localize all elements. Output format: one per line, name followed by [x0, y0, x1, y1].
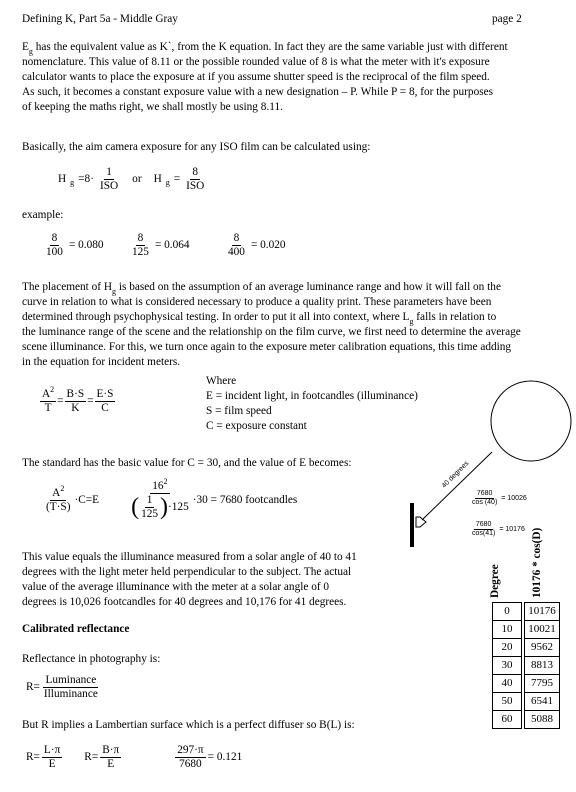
formula-40-den: cos (40) [472, 499, 498, 507]
value-header: 10176 * cos(D) [531, 527, 543, 598]
eq3-num [50, 483, 66, 501]
eq4-frac [42, 674, 100, 701]
example-2-den: 125 [132, 245, 149, 258]
degree-cell: 20 [493, 639, 522, 657]
example-3-result: = 0.020 [250, 239, 286, 252]
eq5-num2: B·π [102, 744, 120, 756]
eq5-lhs2: R= [84, 751, 99, 764]
degree-row [493, 621, 522, 639]
where-line2: S = film speed [206, 404, 272, 417]
eq2-d2: K [71, 401, 80, 414]
para1-line5: of keeping the maths right, we shall mostly be using 8.11. [22, 100, 283, 113]
example-2 [130, 232, 190, 259]
value-cell: 6541 [525, 693, 560, 711]
eq2-eq2: = [87, 395, 94, 408]
eq3-num-sup: 2 [60, 483, 65, 493]
eq1-lhs: H [58, 173, 67, 186]
value-row [525, 621, 560, 639]
illuminance-equation [44, 477, 298, 521]
formula-41-result: = 10176 [499, 525, 525, 533]
degree-header: Degree [489, 564, 501, 598]
eq1-lhs-sub: g [70, 178, 75, 188]
para3-line4: degrees is 10,026 footcandles for 40 degrees and 10,176 for 41 degrees. [22, 595, 347, 608]
solar-angle-diagram [400, 370, 576, 570]
formula-41 [470, 521, 525, 538]
degree-cell: 30 [493, 657, 522, 675]
para2-line1-sub: g [112, 287, 117, 296]
eq4-den: Illuminance [43, 687, 98, 700]
para2-line3-b: falls in relation to [413, 310, 497, 323]
paragraph-1 [22, 40, 562, 115]
example-1-fraction [44, 232, 65, 259]
eq3-den2: ( $\frac{1}{125}$ ) ·125 [131, 493, 189, 521]
eq2-n2: B·S [66, 388, 85, 400]
angle-label: 40 degrees [440, 459, 471, 490]
lambertian-text: But R implies a Lambertian surface which is a perfect diffuser so B(L) is: [22, 719, 355, 731]
degree-cell: 10 [493, 621, 522, 639]
eq3-den: (T·S) [46, 500, 71, 513]
example-1 [44, 232, 104, 259]
eq5-num1: L·π [43, 744, 61, 756]
value-row [525, 603, 560, 621]
reflectance-equation [26, 674, 100, 701]
value-row [525, 639, 560, 657]
value-cell: 7795 [525, 675, 560, 693]
eq1-equals2: = [173, 173, 181, 186]
para3-line2: degrees with the light meter held perpendicular to the subject. The actual [22, 565, 352, 578]
eq2-d1: T [44, 401, 52, 414]
eq2-frac1 [40, 385, 56, 415]
example-2-result: = 0.064 [154, 239, 190, 252]
eq2-num1 [40, 385, 56, 402]
example-3 [226, 232, 286, 259]
degree-cell: 40 [493, 675, 522, 693]
eq1-fraction2 [184, 166, 206, 193]
para2-line4: the luminance range of the scene and the relationship on the film curve, we first need to determine the average [22, 325, 521, 338]
para2-line1-a: The placement of H [22, 281, 113, 293]
para2-line2: curve in relation to what is considered necessary to produce a quality print. These parameters have been [22, 295, 492, 308]
formula-41-frac [470, 521, 497, 538]
example-1-result: = 0.080 [68, 239, 104, 252]
formula-40-num: 7680 [475, 490, 495, 499]
eq2-n1-sup: 2 [50, 385, 55, 394]
eq5-frac1 [42, 744, 62, 771]
example-3-num: 8 [233, 232, 240, 244]
example-label: example: [22, 209, 64, 221]
eq3-inner-num: 1 [146, 493, 153, 506]
para2-line6: in the equation for incident meters. [22, 355, 181, 368]
para1-line3: calculator wants to place the exposure at if you assume shutter speed is the reciprocal of the film speed. [22, 70, 490, 83]
eq3-result: ·30 = 7680 footcandles [192, 494, 298, 507]
value-row [525, 675, 560, 693]
eq1-or: or [132, 173, 142, 186]
page-number: page 2 [492, 13, 522, 25]
degree-row [493, 657, 522, 675]
value-cell: 5088 [525, 711, 560, 729]
eq2-n1: A [42, 388, 51, 400]
standard-text: The standard has the basic value for C = 30, and the value of E becomes: [22, 457, 352, 469]
eq5-lhs1: R= [26, 751, 40, 764]
wall-bar [410, 503, 414, 547]
eq2-frac3 [95, 388, 116, 415]
eq3-num2-a: 16 [152, 480, 164, 492]
value-cell: 10176 [525, 603, 560, 621]
formula-40-result: = 10026 [501, 494, 527, 502]
eq3-tail: ·C=E [74, 494, 100, 507]
degree-row [493, 603, 522, 621]
para1-line1: has the equivalent value as K`, from the K equation. In fact they are the same variable just with different [32, 41, 508, 53]
basically-text: Basically, the aim camera exposure for any ISO film can be calculated using: [22, 141, 371, 153]
degree-table [492, 602, 522, 729]
para1-line2: nomenclature. This value of 8.11 or the possible rounded value of 8 is what the meter with it's exposure [22, 55, 490, 68]
degree-cell: 60 [493, 711, 522, 729]
para2-line3-sub: g [409, 316, 414, 326]
light-ray-line [422, 452, 492, 520]
paragraph-3 [22, 550, 402, 610]
eq4-num: Luminance [45, 674, 97, 686]
eg-sub: g [28, 47, 33, 56]
para2-line3-a: determined through psychophysical testing. In order to put it all into context, where L [22, 310, 410, 323]
eq3-num2-sup: 2 [163, 477, 168, 486]
degree-row [493, 711, 522, 729]
eq3-mult: ·125 [168, 500, 189, 513]
paragraph-2 [22, 280, 562, 369]
para2-line5: scene illuminance. For this, we turn once again to the exposure meter calibration equations, this time adding [22, 340, 512, 353]
where-block [206, 374, 418, 434]
where-title: Where [206, 375, 237, 387]
eq1-den: ISO [99, 179, 119, 192]
eq3-num2 [150, 477, 169, 494]
para3-line1: This value equals the illuminance measured from a solar angle of 40 to 41 [22, 551, 357, 563]
degree-row [493, 639, 522, 657]
example-2-fraction [130, 232, 151, 259]
eq4-lhs: R= [26, 681, 40, 694]
eq5-result: = 0.121 [207, 751, 243, 764]
eq5-den1: E [48, 757, 56, 770]
where-line1: E = incident light, in footcandles (illuminance) [206, 389, 418, 402]
eq3-inner-den: 125 [141, 507, 159, 520]
value-cell: 9562 [525, 639, 560, 657]
eq3-frac2 [129, 477, 191, 521]
degree-cell: 50 [493, 693, 522, 711]
eq1-num: 1 [106, 166, 112, 178]
reflectance-text: Reflectance in photography is: [22, 653, 161, 665]
eq3-inner-frac [139, 494, 160, 521]
where-line3: C = exposure constant [206, 419, 307, 432]
formula-40-frac [470, 490, 499, 507]
eq1-num2: 8 [192, 166, 199, 178]
value-row [525, 657, 560, 675]
para3-line3: value of the average illuminance with the meter at a solar angle of 0 [22, 580, 330, 593]
degree-row [493, 693, 522, 711]
eq2-frac2 [65, 388, 87, 415]
page-title: Defining K, Part 5a - Middle Gray [22, 13, 178, 25]
eq2-n3: E·S [96, 388, 114, 400]
luminance-equation [26, 744, 242, 771]
eq2-eq1: = [57, 395, 64, 408]
eq5-num3: 297·π [177, 744, 204, 756]
formula-41-num: 7680 [474, 521, 494, 530]
degree-cell: 0 [493, 603, 522, 621]
value-row [525, 693, 560, 711]
example-1-num: 8 [51, 232, 58, 244]
example-2-num: 8 [137, 232, 144, 244]
eq1-lhs2: H [153, 173, 162, 186]
eq5-frac2 [100, 744, 121, 771]
eg-symbol: E [22, 41, 29, 53]
example-3-den: 400 [228, 245, 245, 258]
eq1-lhs2-sub: g [165, 178, 170, 188]
eq5-den3: 7680 [179, 757, 202, 770]
example-3-fraction [226, 232, 247, 259]
para1-line4: As such, it becomes a constant exposure value with a new designation – P. While P = 8, for the purposes [22, 85, 494, 98]
calibrated-heading: Calibrated reflectance [22, 623, 130, 635]
sun-circle [491, 381, 571, 461]
meter-calibration-equation [40, 385, 115, 415]
value-row [525, 711, 560, 729]
degree-row [493, 675, 522, 693]
meter-icon [416, 517, 426, 527]
example-1-den: 100 [46, 245, 63, 258]
formula-40 [470, 490, 527, 507]
eq1-fraction [98, 166, 120, 193]
value-cell: 8813 [525, 657, 560, 675]
aim-exposure-equation [58, 166, 206, 193]
eq3-num-a: A [52, 486, 61, 499]
value-cell: 10021 [525, 621, 560, 639]
value-table [524, 602, 560, 729]
eq2-d3: C [101, 401, 109, 414]
eq1-equals: =8· [78, 173, 94, 186]
eq5-frac3 [175, 744, 205, 771]
eq3-frac1 [44, 483, 72, 514]
para2-line1-b: is based on the assumption of an average luminance range and how it will fall on the [116, 281, 501, 293]
formula-41-den: cos(41) [472, 530, 496, 538]
eq5-den2: E [107, 757, 115, 770]
eq1-den2: ISO [186, 179, 205, 192]
